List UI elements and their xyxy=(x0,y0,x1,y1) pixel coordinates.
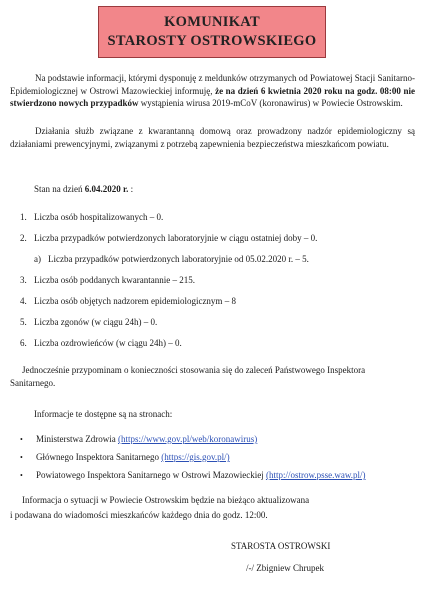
status-line xyxy=(34,183,133,195)
source-name: Głównego Inspektora Sanitarnego xyxy=(36,452,162,462)
stat-number: 4. xyxy=(20,296,27,306)
reminder-line-2: Sanitarnego. xyxy=(10,378,56,388)
closing-line-2: i podawana do wiadomości mieszkańców każdego dnia do godz. 12:00. xyxy=(10,510,268,520)
stat-number: 1. xyxy=(20,212,27,222)
reminder-line-1: Jednocześnie przypominam o konieczności stosowania się do zaleceń Państwowego Inspektora xyxy=(22,365,366,375)
intro-bold-statement: że na dzień 6 kwietnia 2020 roku na godz. 08:00 nie stwierdzono nowych przypadków xyxy=(10,85,416,109)
stat-text: Liczba ozdrowieńców (w ciągu 24h) – 0. xyxy=(34,338,182,348)
stat-text: Liczba zgonów (w ciągu 24h) – 0. xyxy=(34,317,158,327)
stat-subitem xyxy=(34,253,309,265)
stat-item xyxy=(20,232,317,244)
signature-name: /-/ Zbigniew Chrupek xyxy=(246,563,324,573)
source-item xyxy=(20,469,366,482)
stat-text: Liczba osób objętych nadzorem epidemiologicznym – 8 xyxy=(34,296,236,306)
stat-item xyxy=(20,295,236,307)
source-link[interactable]: (http://ostrow.psse.waw.pl/) xyxy=(265,470,366,480)
stat-text: Liczba przypadków potwierdzonych laboratoryjnie od 05.02.2020 r. – 5. xyxy=(48,254,309,264)
source-item xyxy=(20,433,257,446)
stat-number: 6. xyxy=(20,338,27,348)
intro-paragraph xyxy=(10,72,415,110)
source-name: Ministerstwa Zdrowia xyxy=(36,434,118,444)
bullet-icon: • xyxy=(20,471,23,480)
source-item xyxy=(20,451,230,464)
source-link[interactable]: (https://www.gov.pl/web/koronawirus) xyxy=(117,434,258,444)
stat-number: 2. xyxy=(20,233,27,243)
bullet-icon: • xyxy=(20,453,23,462)
stat-text: Liczba osób hospitalizowanych – 0. xyxy=(34,212,164,222)
stat-item xyxy=(20,211,163,223)
stat-text: Liczba osób poddanych kwarantannie – 215. xyxy=(34,275,195,285)
header-title: KOMUNIKAT xyxy=(164,14,260,30)
stat-number: a) xyxy=(34,254,41,264)
communique-header xyxy=(98,6,326,58)
intro-text-end: wystąpienia wirusa 2019-mCoV (koronawirus) w Powiecie Ostrowskim. xyxy=(138,98,403,109)
intro-text-start: Na podstawie informacji, którymi dysponuję z meldunków otrzymanych od Powiatowej Stacji Sanitarno-Epidemiologicznej w Ostrowi Mazowieckiej informuję, xyxy=(10,73,415,96)
stat-item xyxy=(20,337,182,349)
source-name: Powiatowego Inspektora Sanitarnego w Ostrowi Mazowieckiej xyxy=(36,470,266,480)
stat-item xyxy=(20,274,195,286)
status-suffix: : xyxy=(128,184,134,194)
actions-paragraph: Działania służb związane z kwarantanną domową oraz prowadzony nadzór epidemiologiczny są działaniami prewencyjnymi, związanymi z potrzebą zapewnienia bezpieczeństwa mieszkańcom powiatu. xyxy=(10,126,415,149)
status-date: 6.04.2020 r. xyxy=(84,184,129,194)
closing-line-1: Informacja o sytuacji w Powiecie Ostrowskim będzie na bieżąco aktualizowana xyxy=(22,495,310,505)
signature-title: STAROSTA OSTROWSKI xyxy=(231,541,331,551)
stat-text: Liczba przypadków potwierdzonych laboratoryjnie w ciągu ostatniej doby – 0. xyxy=(34,233,318,243)
stat-number: 3. xyxy=(20,275,27,285)
status-label: Stan na dzień xyxy=(34,184,85,194)
header-subtitle: STAROSTY OSTROWSKIEGO xyxy=(107,33,317,49)
info-heading: Informacje te dostępne są na stronach: xyxy=(34,409,173,419)
bullet-icon: • xyxy=(20,435,23,444)
stat-number: 5. xyxy=(20,317,27,327)
source-link[interactable]: (https://gis.gov.pl/) xyxy=(161,452,230,462)
stat-item xyxy=(20,316,157,328)
